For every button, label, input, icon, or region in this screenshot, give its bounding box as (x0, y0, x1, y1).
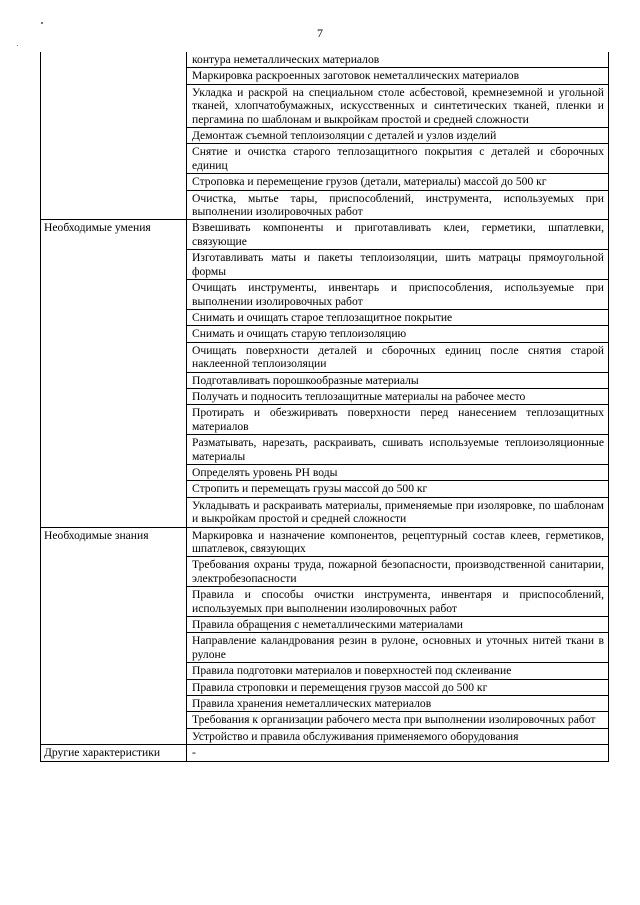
page-number: 7 (317, 26, 323, 40)
knowledge-label: Необходимые знания (41, 527, 187, 745)
skills-item: Очищать инструменты, инвентарь и приспособления, используемые при выполнении изолировочных работ (187, 280, 609, 310)
table-row (41, 745, 609, 761)
continued-item: Маркировка раскроенных заготовок неметаллических материалов (187, 68, 609, 84)
skills-item: Подготавливать порошкообразные материалы (187, 372, 609, 388)
knowledge-item: Правила строповки и перемещения грузов массой до 500 кг (187, 679, 609, 695)
skills-item: Взвешивать компоненты и приготавливать клеи, герметики, шпатлевки, связующие (187, 220, 609, 250)
skills-item: Получать и подносить теплозащитные материалы на рабочее место (187, 388, 609, 404)
skills-item: Изготавливать маты и пакеты теплоизоляции, шить матрацы прямоугольной формы (187, 250, 609, 280)
other-label: Другие характеристики (41, 745, 187, 761)
skills-item: Снимать и очищать старое теплозащитное покрытие (187, 309, 609, 325)
knowledge-item: Правила подготовки материалов и поверхностей под склеивание (187, 663, 609, 679)
table-row (41, 527, 609, 557)
skills-item: Укладывать и раскраивать материалы, применяемые при изоляровке, по шаблонам и выкройкам простой и средней сложности (187, 497, 609, 527)
skills-item: Снимать и очищать старую теплоизоляцию (187, 326, 609, 342)
knowledge-item: Правила и способы очистки инструмента, инвентаря и приспособлений, используемых при выполнении изолировочных работ (187, 587, 609, 617)
skills-item: Стропить и перемещать грузы массой до 500 кг (187, 481, 609, 497)
knowledge-item: Требования охраны труда, пожарной безопасности, производственной санитарии, электробезопасности (187, 557, 609, 587)
continued-item: Снятие и очистка старого теплозащитного покрытия с деталей и сборочных единиц (187, 144, 609, 174)
skills-item: Очищать поверхности деталей и сборочных единиц после снятия старой наклеенной теплоизоляции (187, 342, 609, 372)
continued-item: контура неметаллических материалов (187, 52, 609, 68)
continued-item: Очистка, мытье тары, приспособлений, инструмента, используемых при выполнении изолировочных работ (187, 190, 609, 220)
table-row (41, 52, 609, 68)
skills-label: Необходимые умения (41, 220, 187, 527)
table-row (41, 220, 609, 250)
skills-item: Определять уровень РН воды (187, 464, 609, 480)
knowledge-item: Правила хранения неметаллических материалов (187, 696, 609, 712)
knowledge-item: Направление каландрования резин в рулоне, основных и уточных нитей ткани в рулоне (187, 633, 609, 663)
continued-item: Строповка и перемещение грузов (детали, материалы) массой до 500 кг (187, 174, 609, 190)
knowledge-item: Требования к организации рабочего места при выполнении изолировочных работ (187, 712, 609, 728)
other-value: - (187, 745, 609, 761)
scan-speck (17, 45, 18, 46)
skills-item: Протирать и обезжиривать поверхности перед нанесением теплозащитных материалов (187, 405, 609, 435)
continued-label (41, 52, 187, 220)
scan-speck (41, 22, 43, 24)
knowledge-item: Устройство и правила обслуживания применяемого оборудования (187, 728, 609, 744)
knowledge-item: Маркировка и назначение компонентов, рецептурный состав клеев, герметиков, шпатлевок, связующих (187, 527, 609, 557)
continued-item: Укладка и раскрой на специальном столе асбестовой, кремнеземной и угольной тканей, хлопчатобумажных, искусственных и синтетических тканей, пленки и пергамина по шаблонам и выкройкам простой и средней сложности (187, 84, 609, 127)
continued-item: Демонтаж съемной теплоизоляции с деталей и узлов изделий (187, 128, 609, 144)
knowledge-item: Правила обращения с неметаллическими материалами (187, 617, 609, 633)
skills-item: Разматывать, нарезать, раскраивать, сшивать используемые теплоизоляционные материалы (187, 435, 609, 465)
qualification-table (40, 52, 609, 762)
